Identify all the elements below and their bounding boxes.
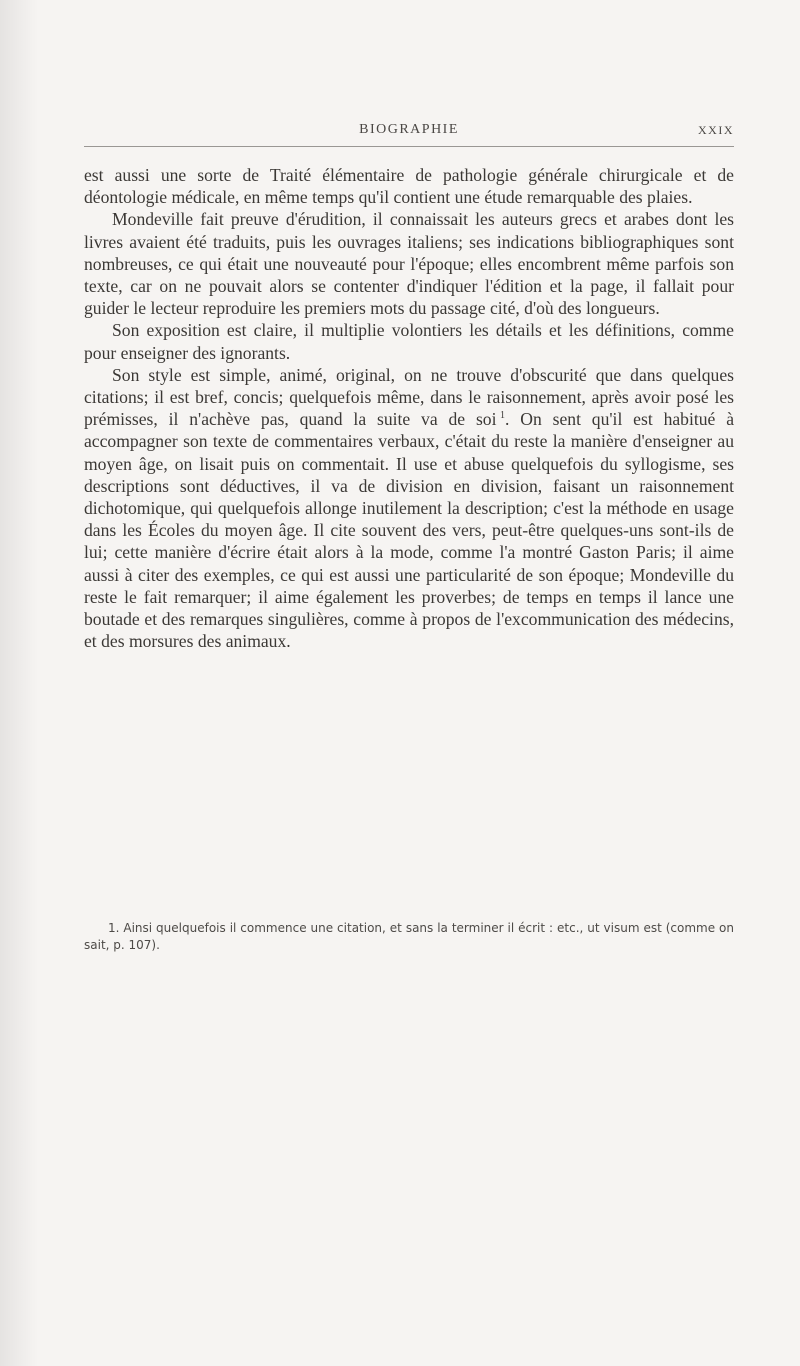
paragraph-4-text: Son style est simple, animé, original, on ne trouve d'obscurité que dans quelques citations; il est bref, concis; quelquefois même, dans le raisonnement, après avoir posé les prémisses, il n'achève pas, quand la suite va de soi <box>84 364 734 430</box>
header-rule <box>84 146 734 147</box>
running-title: BIOGRAPHIE <box>359 122 459 137</box>
page-number: XXIX <box>698 123 734 137</box>
body-text <box>84 164 734 652</box>
paragraph-1: est aussi une sorte de Traité élémentaire de pathologie générale chirurgicale et de déontologie médicale, en même temps qu'il contient une étude remarquable des plaies. <box>84 165 734 208</box>
paragraph-4: Son style est simple, animé, original, on ne trouve d'obscurité que dans quelques citations; il est bref, concis; quelquefois même, dans le raisonnement, après avoir posé les prémisses, il n'achève pas, quand la suite va de soi $^1$. On sent qu'il est habitué à accompagner son texte de commentaires verbaux, c'était du reste la manière d'enseigner au moyen âge, on lisait puis on commentait. Il use et abuse quelquefois du syllogisme, ses descriptions sont déductives, il va de division en division, faisant un raisonnement dichotomique, qui quelquefois allonge inutilement la description; c'est la méthode en usage dans les Écoles du moyen âge. Il cite souvent des vers, peut-être quelques-uns sont-ils de lui; cette manière d'écrire était alors à la mode, comme l'a montré Gaston Paris; il aime aussi à citer des exemples, ce qui est aussi une particularité de son époque; Mondeville du reste le fait remarquer; il aime également les proverbes; de temps en temps il lance une boutade et des remarques singulières, comme à propos de l'excommunication des médecins, et des morsures des animaux. <box>84 364 735 652</box>
footnote-text: 1. Ainsi quelquefois il commence une citation, et sans la terminer il écrit : etc., ut visum est (comme on sait, p. 107). <box>84 921 734 952</box>
paragraph-2: Mondeville fait preuve d'érudition, il connaissait les auteurs grecs et arabes dont les livres avaient été traduits, puis les ouvrages italiens; ses indications bibliographiques sont nombreuses, ce qui était une nouveauté pour l'époque; elles encombrent même parfois son texte, car on ne pouvait alors se contenter d'indiquer l'édition et la page, il fallait pour guider le lecteur reproduire les premiers mots du passage cité, d'où des longueurs. <box>84 209 734 319</box>
paragraph-3: Son exposition est claire, il multiplie volontiers les détails et les définitions, comme pour enseigner des ignorants. <box>84 320 734 363</box>
paragraph-4-continuation: On sent qu'il est habitué à accompagner son texte de commentaires verbaux, c'était du reste la manière d'enseigner au moyen âge, on lisait puis on commentait. Il use et abuse quelquefois du syllogisme, ses descriptions sont déductives, il va de division en division, faisant un raisonnement dichotomique, qui quelquefois allonge inutilement la description; c'est la méthode en usage dans les Écoles du moyen âge. Il cite souvent des vers, peut-être quelques-uns sont-ils de lui; cette manière d'écrire était alors à la mode, comme l'a montré Gaston Paris; il aime aussi à citer des exemples, ce qui est aussi une particularité de son époque; Mondeville du reste le fait remarquer; il aime également les proverbes; de temps en temps il lance une boutade et des remarques singulières, comme à propos de l'excommunication des médecins, et des morsures des animaux. <box>84 409 735 652</box>
footnote-marker: 1 <box>500 410 506 422</box>
running-head <box>84 122 734 144</box>
footnote <box>84 920 734 954</box>
